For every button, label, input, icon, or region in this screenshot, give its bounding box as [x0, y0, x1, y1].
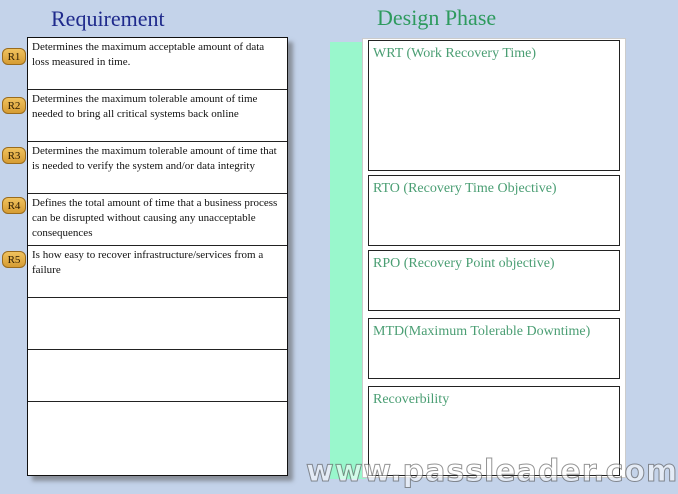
- design-box-rto[interactable]: [368, 175, 620, 246]
- badge-r3[interactable]: R3: [2, 147, 26, 164]
- watermark-logo: www.passleader.com: [306, 454, 678, 489]
- design-label: RTO (Recovery Time Objective): [373, 181, 557, 196]
- requirement-row-empty-8[interactable]: [28, 402, 287, 475]
- requirement-text: Determines the maximum acceptable amount of data loss measured in time.: [32, 41, 265, 68]
- design-label: MTD(Maximum Tolerable Downtime): [373, 324, 591, 339]
- requirement-text: Determines the maximum tolerable amount of time that is needed to verify the system and/or data integrity: [32, 145, 277, 172]
- badge-r2[interactable]: R2: [2, 97, 26, 114]
- design-label: RPO (Recovery Point objective): [373, 256, 555, 271]
- requirement-row-r1[interactable]: [28, 38, 287, 90]
- drop-target-strip[interactable]: [330, 42, 366, 479]
- badge-r1[interactable]: R1: [2, 48, 26, 65]
- requirement-row-r3[interactable]: [28, 142, 287, 194]
- badge-r5[interactable]: R5: [2, 251, 26, 268]
- design-label: Recoverbility: [373, 392, 450, 407]
- requirement-row-empty-6[interactable]: [28, 298, 287, 350]
- requirement-row-empty-7[interactable]: [28, 350, 287, 402]
- design-phase-heading: Design Phase: [377, 5, 497, 30]
- design-phase-panel: [362, 38, 626, 478]
- requirement-heading: Requirement: [51, 6, 165, 31]
- design-box-mtd[interactable]: [368, 318, 620, 379]
- requirement-row-r5[interactable]: [28, 246, 287, 298]
- design-label: WRT (Work Recovery Time): [373, 46, 537, 61]
- requirement-row-r4[interactable]: [28, 194, 287, 246]
- requirement-text: Defines the total amount of time that a business process can be disrupted without causing any unacceptable consequences: [32, 197, 278, 239]
- design-box-rpo[interactable]: [368, 250, 620, 311]
- requirement-text: Determines the maximum tolerable amount of time needed to bring all critical systems back online: [32, 93, 258, 120]
- badge-r4[interactable]: R4: [2, 197, 26, 214]
- design-box-wrt[interactable]: [368, 40, 620, 171]
- requirement-text: Is how easy to recover infrastructure/services from a failure: [32, 249, 264, 276]
- requirement-row-r2[interactable]: [28, 90, 287, 142]
- requirement-list: [27, 37, 288, 476]
